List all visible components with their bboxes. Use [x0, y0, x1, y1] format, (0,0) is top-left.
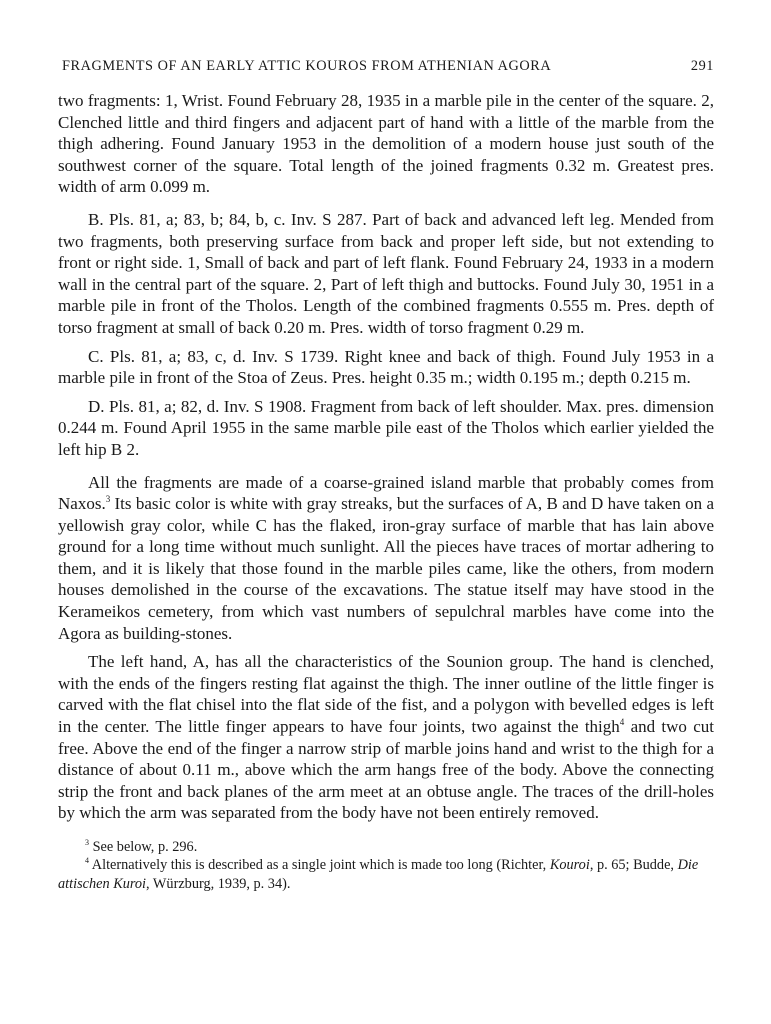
paragraph-marble-text-1: All the fragments are made of a coarse-grained island marble that probably comes from Naxos.: [58, 472, 714, 514]
footnote-4: [58, 856, 714, 893]
paragraph-left-hand-text-1: The left hand, A, has all the characteristics of the Sounion group. The hand is clenched, with the ends of the fingers resting flat against the thigh. The inner outline of the little finger is carved with the flat chisel into the flat side of the fist, and a polygon with bevelled edges is left in the center. The little finger appears to have four joints, two against the thigh: [58, 652, 714, 737]
paragraph-marble: [58, 472, 714, 645]
body-text: [58, 90, 714, 824]
running-title: FRAGMENTS OF AN EARLY ATTIC KOUROS FROM ATHENIAN AGORA: [62, 58, 552, 74]
paragraph-marble-text-2: Its basic color is white with gray streaks, but the surfaces of A, B and D have taken on a yellowish gray color, while C has the flaked, iron-gray surface of marble that has lain above ground for a long time without much sunlight. All the pieces have traces of mortar adhering to them, and it is likely that those found in the marble piles came, like the others, from modern houses demolished in the course of the excavations. The statue itself may have stood in the Kerameikos cemetery, from which vast numbers of sepulchral marbles have come into the Agora as building-stones.: [58, 494, 714, 643]
running-head: [62, 58, 714, 78]
page-number: 291: [690, 58, 714, 74]
paragraph-a-continued: two fragments: 1, Wrist. Found February 28, 1935 in a marble pile in the center of the square. 2, Clenched little and third fingers and adjacent part of hand with a little of the marble from the thigh adhering. Found January 1953 in the demolition of a modern house just south of the southwest corner of the square. Total length of the joined fragments 0.32 m. Greatest pres. width of arm 0.099 m.: [58, 91, 714, 197]
footnote-ref-4: 4: [619, 717, 625, 728]
page: [58, 58, 714, 893]
footnote-4-title-kuroi: Die attischen Kuroi: [58, 857, 699, 892]
footnote-4-text-1: Alternatively this is described as a single joint which is made too long (Richter,: [89, 857, 550, 874]
footnote-ref-3: 3: [105, 494, 111, 505]
footnote-3: [58, 838, 714, 856]
footnote-3-number: 3: [85, 838, 89, 847]
footnote-4-number: 4: [85, 856, 89, 866]
paragraph-fragment-d: D. Pls. 81, a; 82, d. Inv. S 1908. Fragment from back of left shoulder. Max. pres. dimension 0.244 m. Found April 1955 in the same marble pile east of the Tholos which earlier yielded the left hip B 2.: [58, 396, 714, 459]
footnote-4-text-2: , p. 65; Budde,: [589, 857, 678, 874]
footnote-4-text-3: , Würzburg, 1939, p. 34).: [146, 875, 291, 892]
paragraph-left-hand-text-2: and two cut free. Above the end of the finger a narrow strip of marble joins hand and wrist to the thigh for a distance of about 0.11 m., above which the arm hangs free of the body. Above the connecting strip the front and back planes of the arm meet at an obtuse angle. The traces of the drill-holes by which the arm was separated from the body have not been entirely removed.: [58, 717, 714, 823]
footnote-3-text: See below, p. 296.: [89, 839, 198, 855]
footnotes: [58, 838, 714, 893]
paragraph-left-hand: [58, 651, 714, 824]
paragraph-fragment-b: B. Pls. 81, a; 83, b; 84, b, c. Inv. S 287. Part of back and advanced left leg. Mended from two fragments, both preserving surface from back and proper left side, but not extending to front or right side. 1, Small of back and part of left flank. Found February 24, 1933 in a modern wall in the central part of the square. 2, Part of left thigh and buttocks. Found July 30, 1951 in a marble pile in front of the Tholos. Length of the combined fragments 0.555 m. Pres. depth of torso fragment at small of back 0.20 m. Pres. width of torso fragment 0.29 m.: [58, 209, 714, 337]
footnote-4-title-kouroi: Kouroi: [549, 857, 590, 874]
paragraph-fragment-c: C. Pls. 81, a; 83, c, d. Inv. S 1739. Right knee and back of thigh. Found July 1953 in a marble pile in front of the Stoa of Zeus. Pres. height 0.35 m.; width 0.195 m.; depth 0.215 m.: [58, 346, 714, 388]
